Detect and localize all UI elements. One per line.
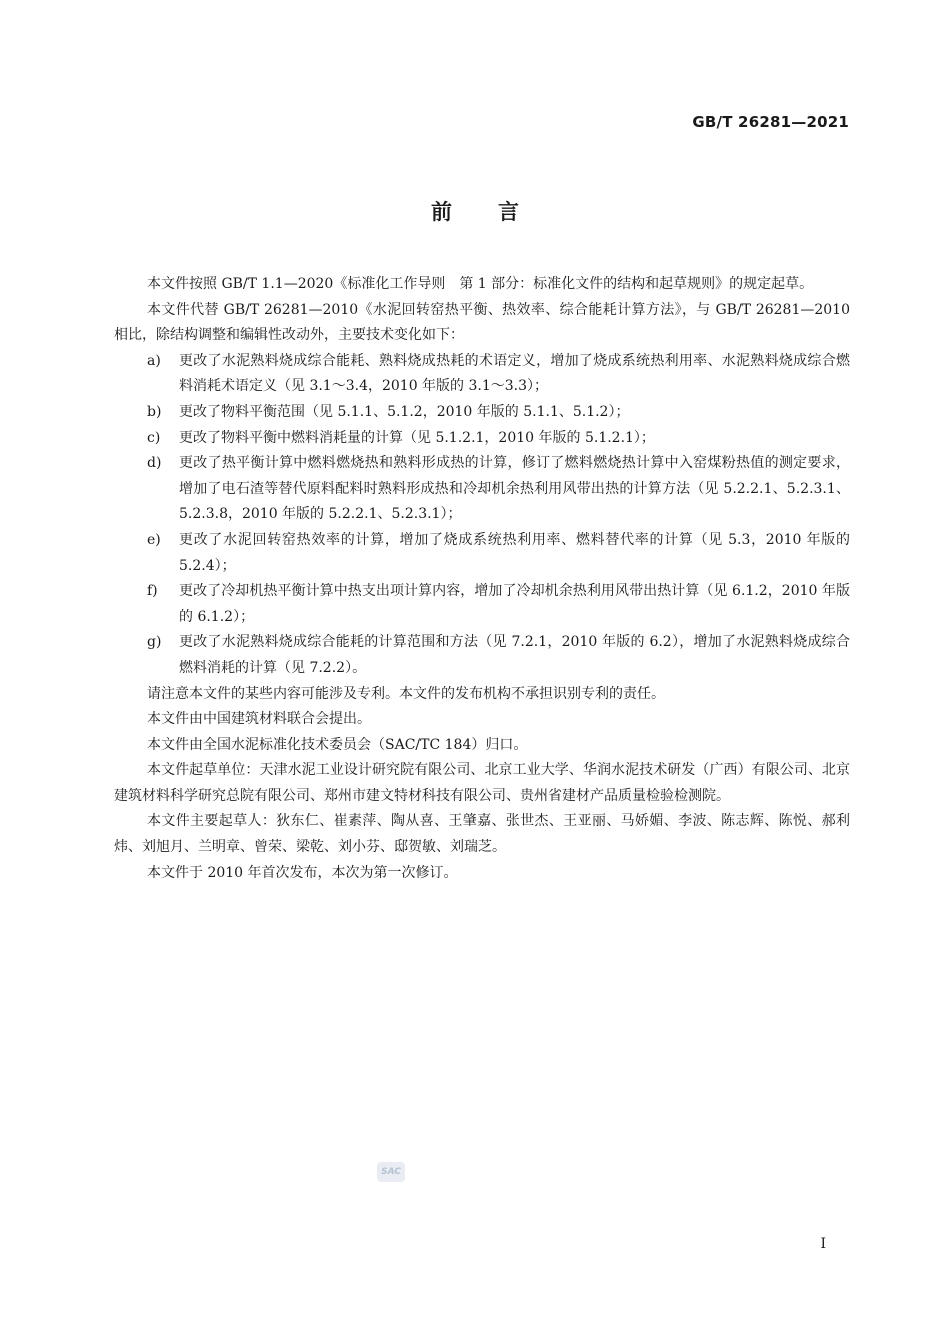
list-item-label: a)	[147, 352, 161, 369]
paragraph-drafters: 本文件主要起草人：狄东仁、崔素萍、陶从喜、王肇嘉、张世杰、王亚丽、马娇媚、李波、陈志辉、陈悦、郝利炜、刘旭月、兰明章、曾荣、梁乾、刘小芬、邸贺敏、刘瑞芝。	[114, 813, 850, 856]
list-item	[114, 579, 850, 630]
list-item	[114, 451, 850, 528]
standard-number: GB/T 26281—2021	[692, 113, 849, 131]
paragraph-replacement: 本文件代替 GB/T 26281—2010《水泥回转窑热平衡、热效率、综合能耗计算方法》，与 GB/T 26281—2010 相比，除结构调整和编辑性改动外，主要技术变化如下：	[114, 301, 850, 344]
list-item-label: d)	[147, 455, 162, 472]
list-item-text: 更改了水泥熟料烧成综合能耗、熟料烧成热耗的术语定义，增加了烧成系统热利用率、水泥熟料烧成综合燃料消耗术语定义（见 3.1～3.4，2010 年版的 3.1～3.3）；	[179, 352, 850, 395]
list-item-text: 更改了冷却机热平衡计算中热支出项计算内容，增加了冷却机余热利用风带出热计算（见 6.1.2，2010 年版的 6.1.2）；	[179, 583, 850, 625]
document-body	[114, 272, 850, 886]
list-item-label: f)	[147, 583, 158, 600]
paragraph-committee: 本文件由全国水泥标准化技术委员会（SAC/TC 184）归口。	[147, 736, 528, 753]
list-item-label: b)	[147, 403, 162, 420]
list-item-text: 更改了物料平衡范围（见 5.1.1、5.1.2，2010 年版的 5.1.1、5.1.2）；	[179, 403, 630, 420]
list-item	[114, 400, 850, 426]
list-item-label: c)	[147, 429, 161, 446]
paragraph-proposer: 本文件由中国建筑材料联合会提出。	[147, 711, 371, 728]
page-number: I	[820, 1236, 826, 1252]
list-item	[114, 426, 850, 452]
list-item-label: g)	[147, 634, 162, 651]
list-item	[114, 349, 850, 400]
page-title: 前言	[431, 200, 565, 224]
list-item	[114, 528, 850, 579]
sac-watermark-logo: SAC	[377, 1162, 405, 1182]
list-item-text: 更改了物料平衡中燃料消耗量的计算（见 5.1.2.1，2010 年版的 5.1.2.1）；	[179, 429, 655, 446]
paragraph-history: 本文件于 2010 年首次发布，本次为第一次修订。	[147, 864, 458, 881]
list-item-text: 更改了水泥熟料烧成综合能耗的计算范围和方法（见 7.2.1，2010 年版的 6.2），增加了水泥熟料烧成综合燃料消耗的计算（见 7.2.2）。	[179, 634, 850, 676]
paragraph-patent-notice: 请注意本文件的某些内容可能涉及专利。本文件的发布机构不承担识别专利的责任。	[147, 685, 665, 702]
paragraph-drafting-units: 本文件起草单位：天津水泥工业设计研究院有限公司、北京工业大学、华润水泥技术研发（广西）有限公司、北京建筑材料科学研究总院有限公司、郑州市建文特材科技有限公司、贵州省建材产品质量检验检测院。	[114, 762, 850, 804]
list-item-text: 更改了水泥回转窑热效率的计算，增加了烧成系统热利用率、燃料替代率的计算（见 5.3，2010 年版的 5.2.4）；	[179, 531, 850, 574]
list-item-text: 更改了热平衡计算中燃料燃烧热和熟料形成热的计算，修订了燃料燃烧热计算中入窑煤粉热值的测定要求，增加了电石渣等替代原料配料时熟料形成热和冷却机余热利用风带出热的计算方法（见 5.2.2.1、5.2.3.1、5.2.3.8，2010 年版的 5.2.2.1、5.2.3.1）；	[179, 455, 850, 523]
paragraph-drafting-rule: 本文件按照 GB/T 1.1—2020《标准化工作导则 第 1 部分：标准化文件的结构和起草规则》的规定起草。	[147, 276, 814, 292]
list-item-label: e)	[147, 531, 161, 548]
list-item	[114, 630, 850, 681]
